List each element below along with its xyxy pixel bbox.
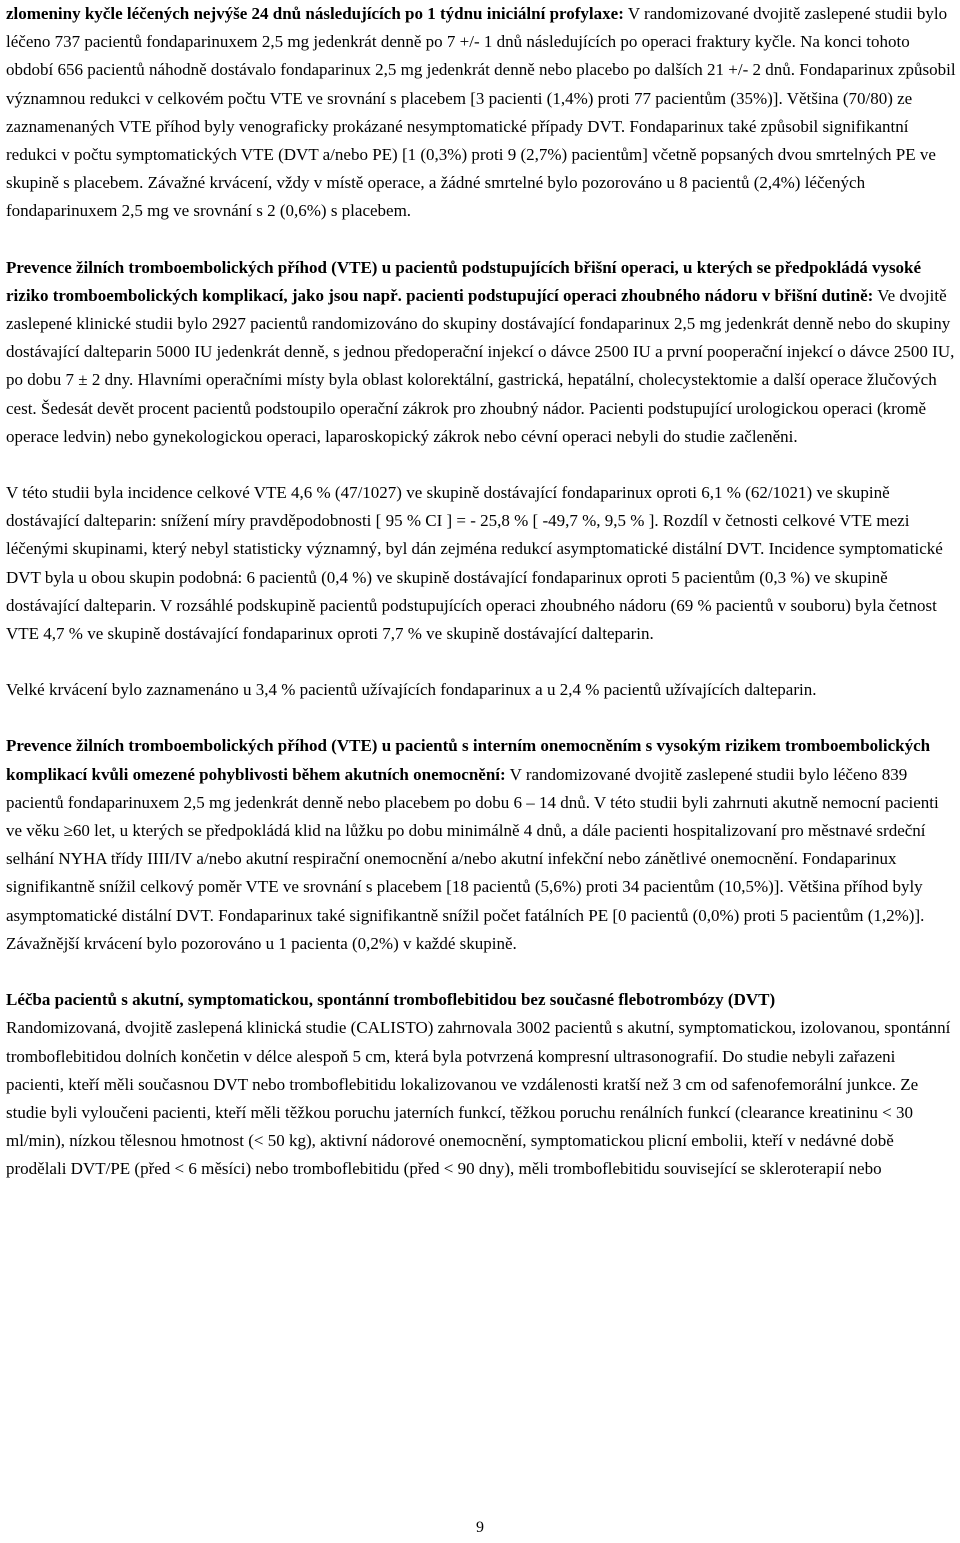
paragraph-body: Ve dvojitě zaslepené klinické studii bylo 2927 pacientů randomizováno do skupiny dostávající fondaparinux 2,5 mg jedenkrát denně nebo do skupiny dostávající dalteparin 5000 IU jedenkrát denně, s jednou předoperační injekcí o dávce 2500 IU a první pooperační injekcí o dávce 2500 IU, po dobu 7 ± 2 dny. Hlavními operačními místy byla oblast kolorektální, gastrická, hepatální, cholecystektomie a další operace žlučových cest. Šedesát devět procent pacientů podstoupilo operační zákrok pro zhoubný nádor. Pacienti podstupující urologickou operaci (kromě operace ledvin) nebo gynekologickou operaci, laparoskopický zákrok nebo cévní operaci nebyli do studie začleněni. <box>6 285 955 446</box>
paragraph-major-bleeding <box>6 676 956 704</box>
paragraph-body: Randomizovaná, dvojitě zaslepená klinická studie (CALISTO) zahrnovala 3002 pacientů s akutní, symptomatickou, izolovanou, spontánní tromboflebitidou dolních končetin v délce alespoň 5 cm, která byla potvrzená kompresní ultrasonografií. Do studie nebyli zařazeni pacienti, kteří měli současnou DVT nebo tromboflebitidu lokalizovanou ve vzdálenosti kratší než 3 cm od safenofemorální junkce. Ze studie byli vyloučeni pacienti, kteří měli těžkou poruchu jaterních funkcí, těžkou poruchu renálních funkcí (clearance kreatininu < 30 ml/min), nízkou tělesnou hmotnost (< 50 kg), aktivní nádorové onemocnění, symptomatickou plicní embolii, kteří v nedávné době prodělali DVT/PE (před < 6 měsíci) nebo tromboflebitidu (před < 90 dny), měli tromboflebitidu související se skleroterapií nebo <box>6 1018 951 1179</box>
paragraph-body: V této studii byla incidence celkové VTE 4,6 % (47/1027) ve skupině dostávající fondaparinux oproti 6,1 % (62/1021) ve skupině dostávající dalteparin: snížení míry pravděpodobnosti [ 95 % CI ] = - 25,8 % [ -49,7 %, 9,5 % ]. Rozdíl v četnosti celkové VTE mezi léčenými skupinami, který nebyl statisticky významný, byl dán zejména redukcí asymptomatické distální DVT. Incidence symptomatické DVT byla u obou skupin podobná: 6 pacientů (0,4 %) ve skupině dostávající fondaparinux oproti 5 pacientům (0,3 %) ve skupině dostávající dalteparin. V rozsáhlé podskupině pacientů podstupujících operaci zhoubného nádoru (69 % pacientů v souboru) byla četnost VTE 4,7 % ve skupině dostávající fondaparinux oproti 7,7 % ve skupině dostávající dalteparin. <box>6 483 943 644</box>
section-superficial-thrombophlebitis <box>6 986 956 1183</box>
paragraph-heading: zlomeniny kyčle léčených nejvýše 24 dnů následujících po 1 týdnu iniciální profylaxe: <box>6 4 624 23</box>
page-number: 9 <box>476 1519 484 1536</box>
paragraph-abdominal-surgery <box>6 254 956 451</box>
paragraph-vte-incidence <box>6 479 956 648</box>
paragraph-body: V randomizované dvojitě zaslepené studii bylo léčeno 737 pacientů fondaparinuxem 2,5 mg jedenkrát denně po 7 +/- 1 dnů následujících po operaci fraktury kyčle. Na konci tohoto období 656 pacientů náhodně dostávalo fondaparinux 2,5 mg jedenkrát denně nebo placebo po dalších 21 +/- 2 dnů. Fondaparinux způsobil významnou redukci v celkovém počtu VTE ve srovnání s placebem [3 pacienti (1,4%) proti 77 pacientům (35%)]. Většina (70/80) ze zaznamenaných VTE příhod byly venograficky prokázané nesymptomatické případy DVT. Fondaparinux také způsobil signifikantní redukci v počtu symptomatických VTE (DVT a/nebo PE) [1 (0,3%) proti 9 (2,7%) pacientům] včetně popsaných dvou smrtelných PE ve skupině s placebem. Závažné krvácení, vždy v místě operace, a žádné smrtelné bylo pozorováno u 8 pacientů (2,4%) léčených fondaparinuxem 2,5 mg ve srovnání s 2 (0,6%) s placebem. <box>6 4 956 221</box>
paragraph-spacer <box>6 704 956 732</box>
paragraph-spacer <box>6 648 956 676</box>
paragraph-spacer <box>6 958 956 986</box>
paragraph-medical-patients <box>6 732 956 958</box>
paragraph-spacer <box>6 226 956 254</box>
paragraph-heading: Prevence žilních tromboembolických příhod (VTE) u pacientů podstupujících břišní operaci, u kterých se předpokládá vysoké riziko tromboembolických komplikací, jako jsou např. pacienti podstupující operaci zhoubného nádoru v břišní dutině: <box>6 257 922 305</box>
paragraph-heading: Prevence žilních tromboembolických příhod (VTE) u pacientů s interním onemocněním s vysokým rizikem tromboembolických komplikací kvůli omezené pohyblivosti během akutních onemocnění: <box>6 736 931 784</box>
paragraph-hip-fracture-extended-prophylaxis <box>6 0 956 226</box>
paragraph-spacer <box>6 451 956 479</box>
paragraph-body: Velké krvácení bylo zaznamenáno u 3,4 % pacientů užívajících fondaparinux a u 2,4 % pacientů užívajících dalteparin. <box>6 680 817 700</box>
document-page <box>6 0 956 1184</box>
paragraph-body: V randomizované dvojitě zaslepené studii bylo léčeno 839 pacientů fondaparinuxem 2,5 mg jedenkrát denně nebo placebem po dobu 6 – 14 dnů. V této studii byli zahrnuti akutně nemocní pacienti ve věku ≥60 let, u kterých se předpokládá klid na lůžku po dobu minimálně 4 dnů, a dále pacienti hospitalizovaní pro městnavé srdeční selhání NYHA třídy IIII/IV a/nebo akutní respirační onemocnění a/nebo akutní infekční nebo zánětlivé onemocnění. Fondaparinux signifikantně snížil celkový poměr VTE ve srovnání s placebem [18 pacientů (5,6%) proti 34 pacientům (10,5%)]. Většina příhod byly asymptomatické distální DVT. Fondaparinux také signifikantně snížil počet fatálních PE [0 pacientů (0,0%) proti 5 pacientům (1,2%)]. Závažnější krvácení bylo pozorováno u 1 pacienta (0,2%) v každé skupině. <box>6 764 939 953</box>
section-heading: Léčba pacientů s akutní, symptomatickou, spontánní tromboflebitidou bez současné flebotrombózy (DVT) <box>6 990 776 1010</box>
